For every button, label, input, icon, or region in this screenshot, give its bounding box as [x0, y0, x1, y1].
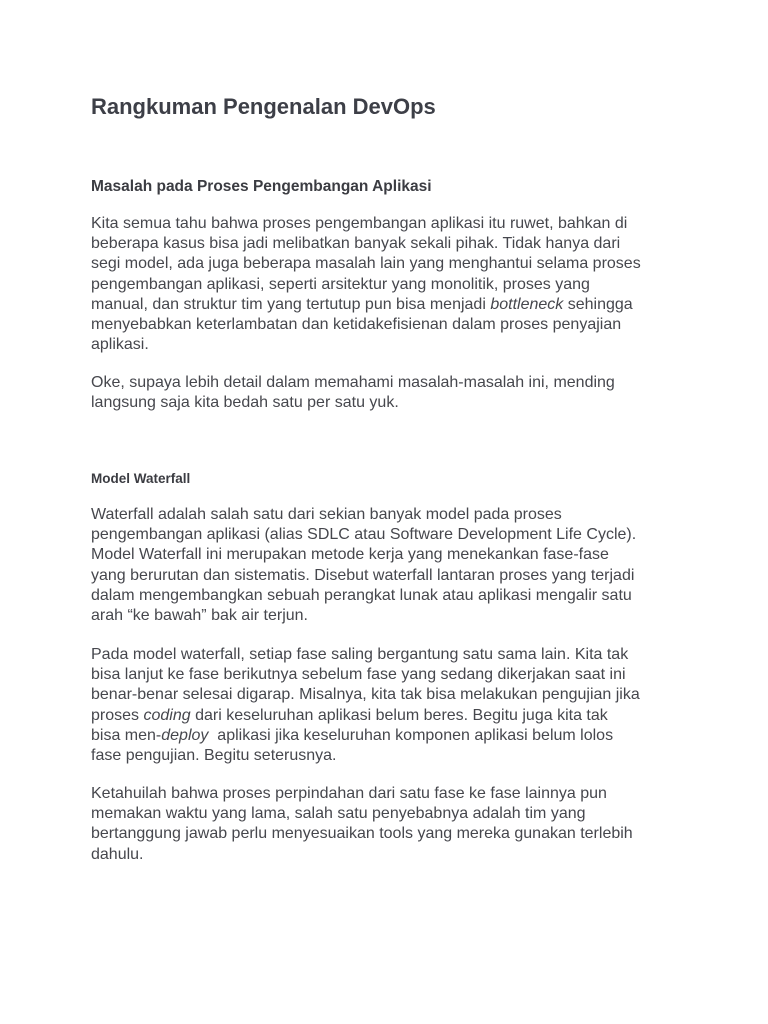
text-line: bisa lanjut ke fase berikutnya sebelum fase yang sedang dikerjakan saat ini	[91, 666, 626, 684]
paragraph-intro	[91, 214, 691, 355]
emphasis-bottleneck: bottleneck	[490, 295, 564, 313]
text-line: menyebabkan keterlambatan dan ketidakefisienan dalam proses penyajian	[91, 316, 622, 334]
text-line: pengembangan aplikasi, seperti arsitektur yang monolitik, proses yang	[91, 275, 590, 293]
text-line: fase pengujian. Begitu seterusnya.	[91, 747, 337, 765]
paragraph-waterfall-phases	[91, 645, 691, 766]
text-line: Ketahuilah bahwa proses perpindahan dari satu fase ke fase lainnya pun	[91, 785, 607, 802]
text-fragment: sehingga	[563, 295, 633, 313]
text-line: arah “ke bawah” bak air terjun.	[91, 607, 308, 625]
text-line: Pada model waterfall, setiap fase saling bergantung satu sama lain. Kita tak	[91, 646, 629, 663]
text-line: bertanggung jawab perlu menyesuaikan tools yang mereka gunakan terlebih	[91, 825, 633, 843]
section-heading-masalah: Masalah pada Proses Pengembangan Aplikasi	[91, 178, 432, 195]
text-line: Kita semua tahu bahwa proses pengembangan aplikasi itu ruwet, bahkan di	[91, 215, 628, 232]
emphasis-coding: coding	[143, 706, 191, 724]
text-fragment: aplikasi jika keseluruhan komponen aplikasi belum lolos	[208, 726, 614, 744]
paragraph-phase-transition	[91, 784, 691, 865]
text-line: benar-benar selesai digarap. Misalnya, kita tak bisa melakukan pengujian jika	[91, 686, 640, 704]
text-line: Model Waterfall ini merupakan metode kerja yang menekankan fase-fase	[91, 546, 609, 564]
text-line: dahulu.	[91, 845, 144, 863]
text-line: memakan waktu yang lama, salah satu penyebabnya adalah tim yang	[91, 805, 586, 823]
text-line	[91, 706, 691, 726]
text-fragment: proses	[91, 706, 144, 724]
text-line	[91, 295, 691, 315]
text-line: pengembangan aplikasi (alias SDLC atau Software Development Life Cycle).	[91, 526, 637, 544]
text-line: yang berurutan dan sistematis. Disebut waterfall lantaran proses yang terjadi	[91, 566, 635, 584]
document-title: Rangkuman Pengenalan DevOps	[91, 94, 436, 119]
text-line	[91, 726, 691, 746]
text-line: langsung saja kita bedah satu per satu yuk.	[91, 394, 399, 412]
paragraph-oke	[91, 373, 691, 413]
paragraph-waterfall-definition	[91, 505, 691, 626]
emphasis-deploy: deploy	[161, 726, 209, 744]
text-fragment: manual, dan struktur tim yang tertutup pun bisa menjadi	[91, 295, 491, 313]
text-fragment: bisa men-	[91, 726, 162, 744]
text-line: aplikasi.	[91, 336, 149, 354]
text-fragment: dari keseluruhan aplikasi belum beres. Begitu juga kita tak	[190, 706, 608, 724]
text-line: Oke, supaya lebih detail dalam memahami masalah-masalah ini, mending	[91, 374, 615, 391]
text-line: beberapa kasus bisa jadi melibatkan banyak sekali pihak. Tidak hanya dari	[91, 235, 621, 253]
text-line: dalam mengembangkan sebuah perangkat lunak atau aplikasi mengalir satu	[91, 586, 632, 604]
text-line: segi model, ada juga beberapa masalah lain yang menghantui selama proses	[91, 255, 641, 273]
section-heading-waterfall: Model Waterfall	[91, 471, 191, 486]
text-line: Waterfall adalah salah satu dari sekian banyak model pada proses	[91, 506, 562, 523]
